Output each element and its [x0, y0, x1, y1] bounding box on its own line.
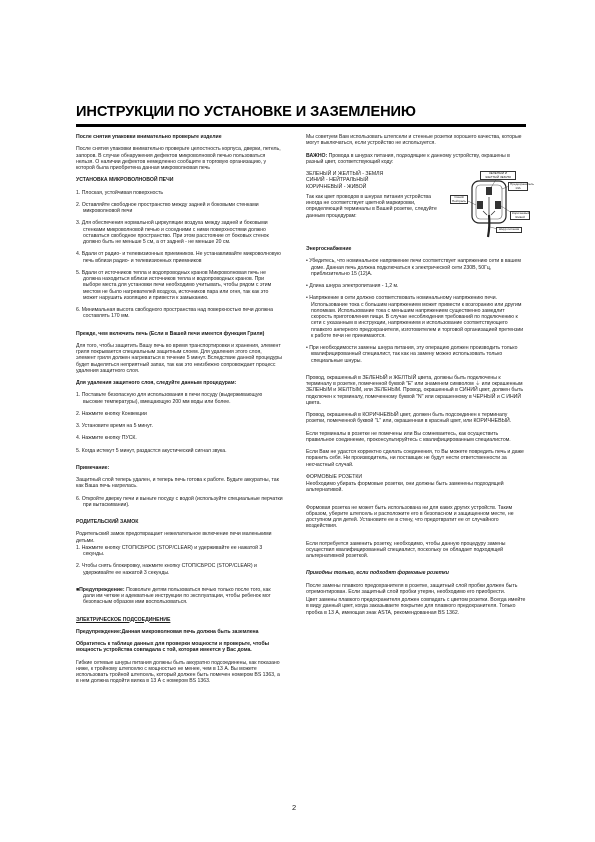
power-heading: Энергоснабжение — [306, 246, 352, 252]
left-column — [76, 134, 283, 691]
power-item: • Напряжение в сети должно соответствовать номинальному напряжению печи. Использование тока с большим напряжением может привести к возгоранию или другим поломкам. Использование тока с меньшим напряжением существенно замедлит скорость приготовления пищи. В случае несоблюдения требований по подключению к сети с указанным в инструкции, напряжением и использование соответствующего плавкого анперного предохранителя, изготовителем и торговой организацией претензии к работе печи не принимаются. — [306, 295, 524, 339]
fit-text: После замены плавкого предохранителя в розетке, защитный слой пробки должен быть отремонтирован. Если защитный слой пробки утерян, необходимо его приобрести. — [306, 582, 518, 595]
lock-heading: РОДИТЕЛЬСКИЙ ЗАМОК — [76, 519, 139, 525]
install-heading: УСТАНОВКА МИКРОВОЛНОВОЙ ПЕЧИ — [76, 177, 174, 184]
intro-heading: После снятия упаковки внимательно проверьте изделие — [76, 134, 222, 140]
right-column — [306, 134, 534, 622]
fit-text-2: Цвет замены плавкого предохранителя должен совпадать с цветом розетки. Всегда имейте в виду данный цвет, когда заказываете покрытие для плавкого предохранителя. Только пробка в 13 А, имеющая знак ASTA, рекомендованная BS 1362. — [306, 597, 526, 616]
install-list — [76, 190, 283, 320]
incorrect-text: Если Вам не удастся корректно сделать соединения, то Вы можете повредить печь и даже поранить себя. Ни производитель, ни поставщик не будут нести ответственности за несчастный случай. — [306, 449, 524, 468]
plug-label-fuse: Предохранитель 13А — [510, 182, 534, 190]
install-item: 2. Оставляйте свободное пространство между задней и боковыми стенками микроволновой печи — [76, 201, 259, 214]
fit-heading: Пригодны только, если подходят формовые розетки — [306, 570, 449, 577]
power-item: • Убедитесь, что номинальное напряжение печи соответствует напряжению сети в вашем доме. Данная печь должна подключаться к электрической сети 230В, 50Гц, приблизительно 15 (12)А. — [306, 258, 521, 277]
wiring-text — [306, 171, 448, 219]
lock-text: Родительский замок предотвращает нежелательное включение печи маленькими детьми. — [76, 531, 272, 544]
install-item: 3. Для обеспечения нормальной циркуляции воздуха между задней и боковыми стенками микроволновой печью и соседними с ними поверхностями должно оставаться свободное пространство. При этом расстояние от боковых стенок должно быть не меньше 5 см, а от задней - не меньше 20 см. — [76, 220, 269, 245]
important-label: ВАЖНО: — [306, 152, 328, 159]
note-item: 6. Откройте дверку печи и выньте посуду с водой (используйте специальные перчатки при вытаскивании). — [76, 495, 283, 508]
title-rule — [76, 124, 526, 127]
wiring-block — [306, 171, 534, 241]
page-title: ИНСТРУКЦИИ ПО УСТАНОВКЕ И ЗАЗЕМЛЕНИЮ — [76, 104, 416, 120]
lock-item: 1. Нажмите кнопку СТОП/СБРОС (STOP/CLEAR) и удерживайте ее нажатой 3 секунды. — [76, 544, 263, 557]
moulded-text-2: Формовая розетка не может быть использована ни для каких других устройств. Таким образом, уберите штепсель и расположите его в безопасном и защищенном месте, не доступном для детей. Установите ее в стену, что предотвратит ее от случайного воздействия. — [306, 504, 514, 530]
install-item: 4. Вдали от радио- и телевизионных приемников. Не устанавливайте микроволновую печь вблизи радио- и телевизионных приемников — [76, 251, 281, 264]
note-heading: Примечание: — [76, 464, 110, 471]
lock-warning-text: Позвольте детям пользоваться печью только после того, как дали им четкие и адекватные инструкции по эксплуатации, чтобы ребенок мог безопасным образом ими воспользоваться. — [83, 586, 271, 606]
wires-text: Провод, окрашенный в ЗЕЛЕНЫЙ и ЖЕЛТЫЙ цвета, должны быть подключены к терминалу в розетке, помеченной буквой "Е" или знаменем символом ⏚ или окрашенным ЗЕЛЕНЫМ и ЖЕЛТЫМ, или ЗЕЛЕНЫМ. Провод, окрашенный в СИНИЙ цвет, должен быть подключен к терминалу, помеченному буквой "N" или окрашенному в ЧЕРНЫЙ и С ИНИЙ цвета. — [306, 374, 524, 406]
note-text: Защитный слой теперь удален, и теперь печь готова к работе. Будьте аккуратны, так как Ваша печь нагрелась. — [76, 477, 279, 490]
remove-item: 1. Поставьте безопасную для использования в печи посуду (выдерживающую высокие температуры), вмещающую 200 мм воды или более. — [76, 392, 263, 405]
electric-heading: ЭЛЕКТРИЧЕСКОЕ ПОДСОЕДИНЕНИЕ — [76, 616, 171, 623]
important-body: Провода в шнурах питания, подходящие к данному устройству, окрашены в разный цвет, соответствующий коду: — [306, 152, 510, 165]
before-text: Для того, чтобы защитить Вашу печь во время транспортировки и хранения, элемент гриля покрывается специальным защитным слоем. Для удаления этого слоя, элемент гриля должен нагреваться в течение 5 минут. Вследствие данной процедуры будет выделяться неприятный запах, так как это неизбежно сопровождает процесс удаления защитного слоя. — [76, 342, 282, 374]
brown-text: Провод, окрашенный в КОРИЧНЕВЫЙ цвет, должен быть подсоединен к терминалу розетки, помеченной буквой "L" или, окрашенная в красный цвет, или КОРИЧНЕВЫЙ. — [306, 412, 512, 425]
moulded-text: Необходимо убирать формовые розетки, они должны быть заменены подходящей альтернативой. — [306, 481, 504, 494]
wire-code: ЗЕЛЕНЫЙ И ЖЕЛТЫЙ - ЗЕМЛЯ — [306, 171, 384, 177]
plug-label-brown: Коричневый Живой — [512, 211, 530, 219]
wire-code: СИНИЙ - НЕЙТРАЛЬНЫЙ — [306, 177, 369, 184]
install-item: 6. Минимальная высота свободного пространства над поверхностью печи должна составлять 170 мм. — [76, 307, 273, 320]
install-item: 1. Плоская, устойчивая поверхность — [76, 189, 164, 196]
table-heading: Обратитесь к таблице данных для проверки мощности и проверьте, чтобы мощность устройства совпадала с той, которая имеется у Вас дома. — [76, 641, 270, 654]
power-item: • Длина шнура электропитания - 1,2 м. — [306, 283, 399, 289]
lock-warning-label: Предупреждение: — [79, 586, 125, 593]
lock-item: 2. Чтобы снять блокировку, нажмите кнопку СТОП/СБРОС (STOP/CLEAR) и удерживайте ее нажатой 3 секунды. — [76, 563, 257, 576]
power-list — [306, 258, 526, 364]
remove-item: 5. Когда истекут 5 минут, раздастся акустический сигнал звука. — [76, 447, 227, 454]
plug-label-ground: ЗЕЛЕНЫЙ И ЖЕЛТЫЙ ЗЕМЛЯ — [480, 171, 516, 180]
remove-item: 3. Установите время на 5 минут. — [76, 423, 153, 429]
remove-list — [76, 392, 283, 454]
wire-text: Так как цвет проводов в шнурах питания устройства иногда не соответствует цветной маркировки, определяющей терминалы в Вашей розетке, следуйте данным процедурам: — [306, 193, 437, 219]
electric-warning: Предупреждение:Данная микроволновая печь должна быть заземлена — [76, 628, 259, 635]
before-heading: Прежде, чем включить печь (Если в Вашей печи имеется функция Гриля) — [76, 330, 265, 337]
plug-quality-text: Мы советуем Вам использовать штепсели и стенные розетки хорошего качества, которые могут выключаться, если устройство не используется. — [306, 134, 522, 147]
important-text — [306, 153, 526, 166]
power-item: • При необходимости замены шнура питания, эту операцию должен производить только квалифицированный специалист, так как на замену можно использовать только специальные шнуры. — [306, 345, 518, 364]
replace-text: Если потребуется заменить розетку, необходимо, чтобы данную процедуру замены осуществил квалифицированный специалист, поскольку он обладает подходящей альтернативной розеткой. — [306, 540, 506, 559]
remove-heading: Для удаления защитного слоя, следуйте данным процедурам: — [76, 380, 237, 386]
terminals-text: Если терминалы в розетке не помечены или Вы сомневаетесь, как осуществить правильное соединение, проконсультируйтесь с квалифицированным специалистом. — [306, 430, 511, 443]
moulded-heading: ФОРМОВЫЕ РОЗЕТКИ — [306, 473, 363, 480]
table-text: Гибкие сетевые шнуры питания должны быть аккуратно подсоединены, как показано ниже, к тройному штепселю с мощностью не менее, чем в 13 А. Вы можете использовать тройной штепсель, который должен быть помечен номером BS 1363, а в нем должна подойти вилка в 13 А с номером BS 1363. — [76, 659, 280, 685]
plug-label-cord: Шнур питания — [496, 227, 522, 233]
install-item: 5. Вдали от источников тепла и водопроводных кранов Микроволновая печь не должна находиться вблизи источников тепла и водопроводных кранов. При выборе места для установки печи необходимо учитывать, чтобы рядом с этим местом не было нагревателей воздуха, источников пара или огня, так как это может нарушить изоляцию и привести к замыканию. — [76, 269, 272, 301]
wire-code: КОРИЧНЕВЫЙ - ЖИВОЙ — [306, 183, 367, 190]
page-number: 2 — [292, 803, 297, 812]
remove-item: 4. Нажмите кнопку ПУСК. — [76, 435, 137, 442]
plug-label-blue: Синий Нейтраль — [450, 195, 468, 204]
intro-text: После снятия упаковки внимательно проверьте целостность корпуса, дверки, петель, запоров. В случае обнаружения дефектов микроволновой печью пользоваться нельзя. О наличии дефектов немедленно сообщите в торговую организацию, у которой была приобретена данная микроволновая печь — [76, 146, 281, 171]
remove-item: 2. Нажмите кнопку Конвекции — [76, 410, 147, 417]
lock-warning: ■Предупреждение: Позвольте детям пользоваться печью только после того, как дали им четкие и адекватные инструкции по эксплуатации, чтобы ребенок мог безопасным образом ими воспользоваться. — [76, 586, 271, 606]
plug-diagram — [450, 171, 534, 241]
